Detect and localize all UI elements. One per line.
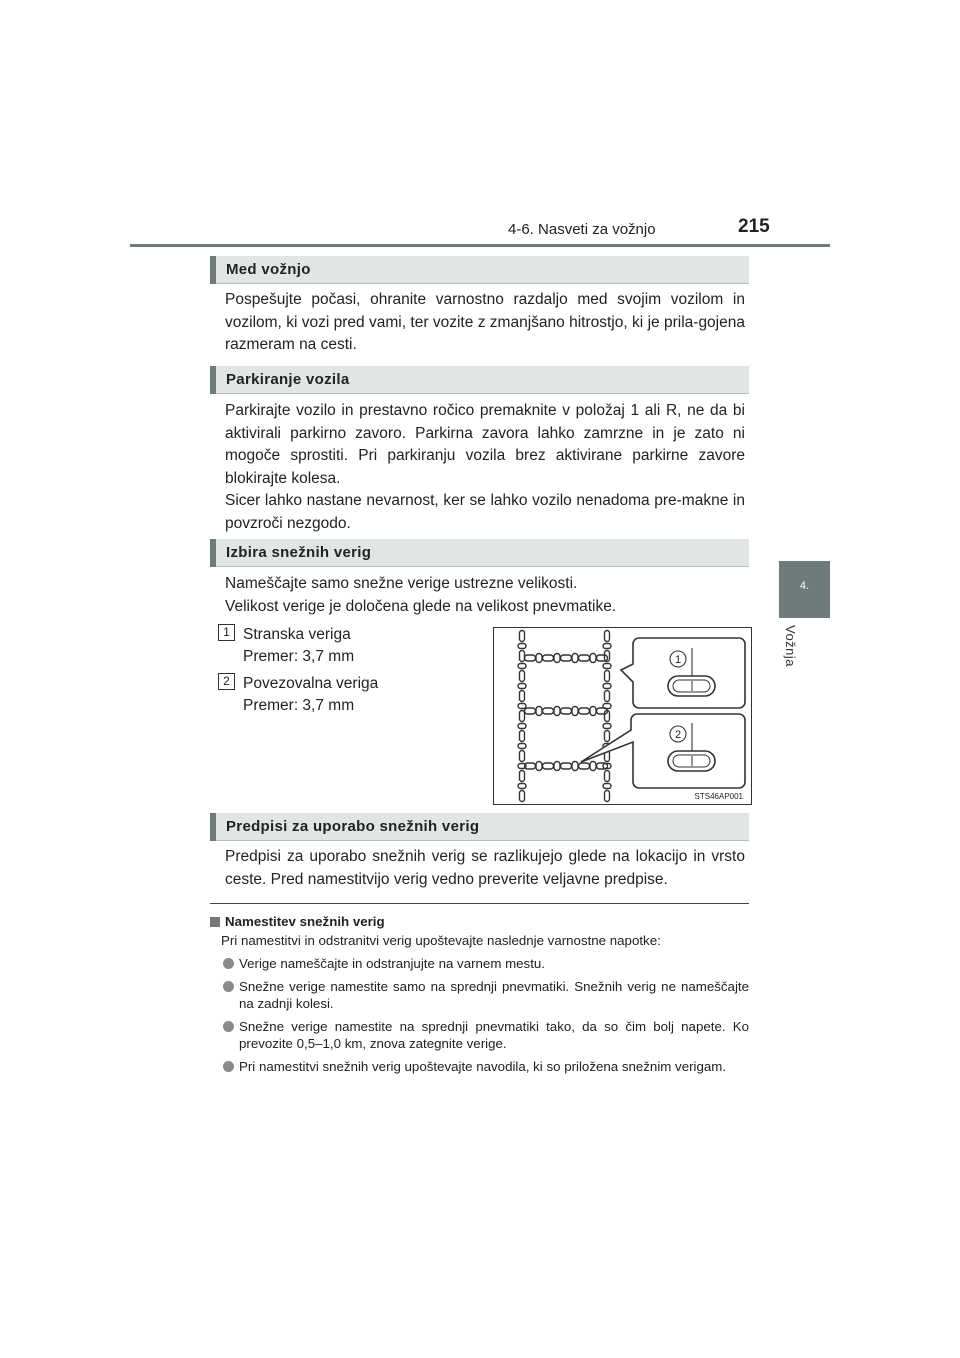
section-heading-driving	[210, 256, 749, 284]
paragraph: Predpisi za uporabo snežnih verig se razlikujejo glede na lokacijo in vrsto ceste. Pred namestitvijo verig vedno preverite veljavne predpise.	[225, 848, 745, 888]
chapter-number: 4.	[799, 580, 810, 592]
cross-chain-link	[536, 654, 542, 663]
side-chain-link	[603, 644, 611, 649]
cross-chain-link	[554, 707, 560, 716]
side-chain-link	[605, 731, 610, 742]
callout-2-marker: 2	[218, 673, 235, 690]
side-chain-link	[520, 651, 525, 662]
side-chain-link	[603, 784, 611, 789]
page-number: 215	[738, 216, 770, 237]
section-heading-chain-selection	[210, 539, 749, 567]
callout-box-2	[581, 714, 745, 788]
chapter-label: Vožnja	[783, 625, 798, 668]
notes-title	[210, 913, 749, 930]
callout-box-1	[621, 638, 745, 708]
cross-chain-link	[543, 655, 554, 661]
cross-chain-link	[579, 708, 590, 714]
notes-bullet-text: Snežne verige namestite na sprednji pnevmatiki tako, da so čim bolj napete. Ko prevozite 0,5–1,0 km, znova zategnite verige.	[239, 1019, 749, 1051]
snow-chain-illustration	[493, 627, 752, 805]
side-chain-link	[520, 791, 525, 802]
side-chain-link	[518, 784, 526, 789]
notes-intro: Pri namestitvi in odstranitvi verig upoštevajte naslednje varnostne napotke:	[221, 933, 661, 948]
side-chain-link	[518, 704, 526, 709]
list-item-name: Povezovalna veriga	[243, 675, 379, 692]
cross-chain-link	[543, 763, 554, 769]
paragraph: Pospešujte počasi, ohranite varnostno razdaljo med svojim vozilom in vozilom, ki vozi pred vami, ter vozite z zmanjšano hitrostjo, ki je prila-gojena razmeram na cesti.	[225, 291, 745, 353]
paragraph: Sicer lahko nastane nevarnost, ker se lahko vozilo nenadoma pre-makne in povzroči nezgodo.	[225, 492, 745, 532]
snow-chain-drawing	[494, 628, 751, 804]
chain-spec-list	[218, 624, 478, 724]
side-chain-link	[518, 644, 526, 649]
notes-bullet-text: Pri namestitvi snežnih verig upoštevajte navodila, ki so priložena snežnim verigam.	[239, 1059, 727, 1074]
side-chain-link	[605, 791, 610, 802]
cross-chain-link	[561, 655, 572, 661]
side-chain-link	[520, 771, 525, 782]
circle-bullet-icon	[223, 981, 234, 992]
section-heading-text: Med vožnjo	[226, 261, 311, 278]
notes-bullet-text: Snežne verige namestite samo na sprednji pnevmatiki. Snežnih verig ne nameščajte na zadnji kolesi.	[239, 979, 749, 1011]
circle-bullet-icon	[223, 1021, 234, 1032]
cross-chain-link	[572, 707, 578, 716]
side-chain-link	[520, 711, 525, 722]
list-item-detail: Premer: 3,7 mm	[243, 697, 355, 714]
cross-chain-link	[554, 762, 560, 771]
section-heading-regulations	[210, 813, 749, 841]
circle-bullet-icon	[223, 1061, 234, 1072]
square-bullet-icon	[210, 917, 220, 927]
cross-chain-link	[590, 762, 596, 771]
side-chain-link	[605, 771, 610, 782]
header-rule	[130, 244, 830, 247]
paragraph: Velikost verige je določena glede na velikost pnevmatike.	[225, 597, 617, 615]
notes-bullet	[210, 978, 749, 1012]
cross-chain-link	[597, 763, 608, 769]
paragraph: Nameščajte samo snežne verige ustrezne velikosti.	[225, 575, 578, 592]
section-body-regulations	[225, 846, 745, 891]
notes-separator	[210, 903, 749, 904]
heading-bar	[210, 813, 216, 841]
section-heading-text: Parkiranje vozila	[226, 371, 350, 388]
side-chain-link	[603, 664, 611, 669]
side-chain-link	[518, 744, 526, 749]
side-chain-link	[603, 684, 611, 689]
notes-bullet-text: Verige nameščajte in odstranjujte na varnem mestu.	[239, 956, 545, 971]
cross-chain-link	[572, 762, 578, 771]
cross-chain-link	[536, 707, 542, 716]
cross-chain-link	[525, 708, 536, 714]
notes-bullet	[210, 1058, 749, 1075]
section-body-parking	[225, 400, 745, 535]
cross-chain-link	[536, 762, 542, 771]
side-chain-link	[605, 691, 610, 702]
callout-1-label: 1	[674, 654, 682, 666]
cross-chain-link	[579, 655, 590, 661]
circle-bullet-icon	[223, 958, 234, 969]
cross-chain-link	[543, 708, 554, 714]
section-heading-text: Predpisi za uporabo snežnih verig	[226, 818, 480, 835]
figure-code: STS46AP001	[694, 792, 743, 801]
side-chain-link	[520, 751, 525, 762]
installation-notes	[210, 910, 749, 1081]
side-chain-link	[520, 731, 525, 742]
side-chain-link	[605, 671, 610, 682]
callout-1-marker: 1	[218, 624, 235, 641]
cross-chain-link	[554, 654, 560, 663]
cross-chain-link	[590, 707, 596, 716]
list-item-detail: Premer: 3,7 mm	[243, 648, 355, 665]
cross-chain-link	[579, 763, 590, 769]
paragraph: Parkirajte vozilo in prestavno ročico premaknite v položaj 1 ali R, ne da bi aktivirali parkirno zavoro. Parkirna zavora lahko zamrzne in je zato ni mogoče sprostiti. Pri parkiranju vozila brez aktivirane parkirne zavore blokirajte kolesa.	[225, 402, 745, 487]
heading-bar	[210, 539, 216, 567]
side-chain-link	[518, 664, 526, 669]
side-chain-link	[520, 691, 525, 702]
heading-bar	[210, 366, 216, 394]
side-chain-link	[605, 631, 610, 642]
callout-2-label: 2	[674, 729, 682, 741]
notes-bullet	[210, 1018, 749, 1052]
cross-chain-link	[590, 654, 596, 663]
cross-chain-link	[561, 763, 572, 769]
list-item-name: Stranska veriga	[243, 626, 351, 643]
heading-bar	[210, 256, 216, 284]
cross-chain-link	[572, 654, 578, 663]
notes-bullet	[210, 955, 749, 972]
side-chain-link	[603, 724, 611, 729]
notes-title-text: Namestitev snežnih verig	[225, 914, 385, 929]
section-heading-text: Izbira snežnih verig	[226, 544, 372, 561]
cross-chain-link	[525, 655, 536, 661]
side-chain-link	[518, 684, 526, 689]
header-section-title: 4-6. Nasveti za vožnjo	[508, 221, 656, 238]
chapter-tab	[779, 561, 830, 618]
section-body-chain-selection	[225, 573, 745, 618]
side-chain-link	[518, 724, 526, 729]
cross-chain-link	[597, 655, 608, 661]
section-heading-parking	[210, 366, 749, 394]
section-body-driving	[225, 289, 745, 357]
side-chain-link	[520, 671, 525, 682]
cross-chain-link	[561, 708, 572, 714]
side-chain-link	[520, 631, 525, 642]
